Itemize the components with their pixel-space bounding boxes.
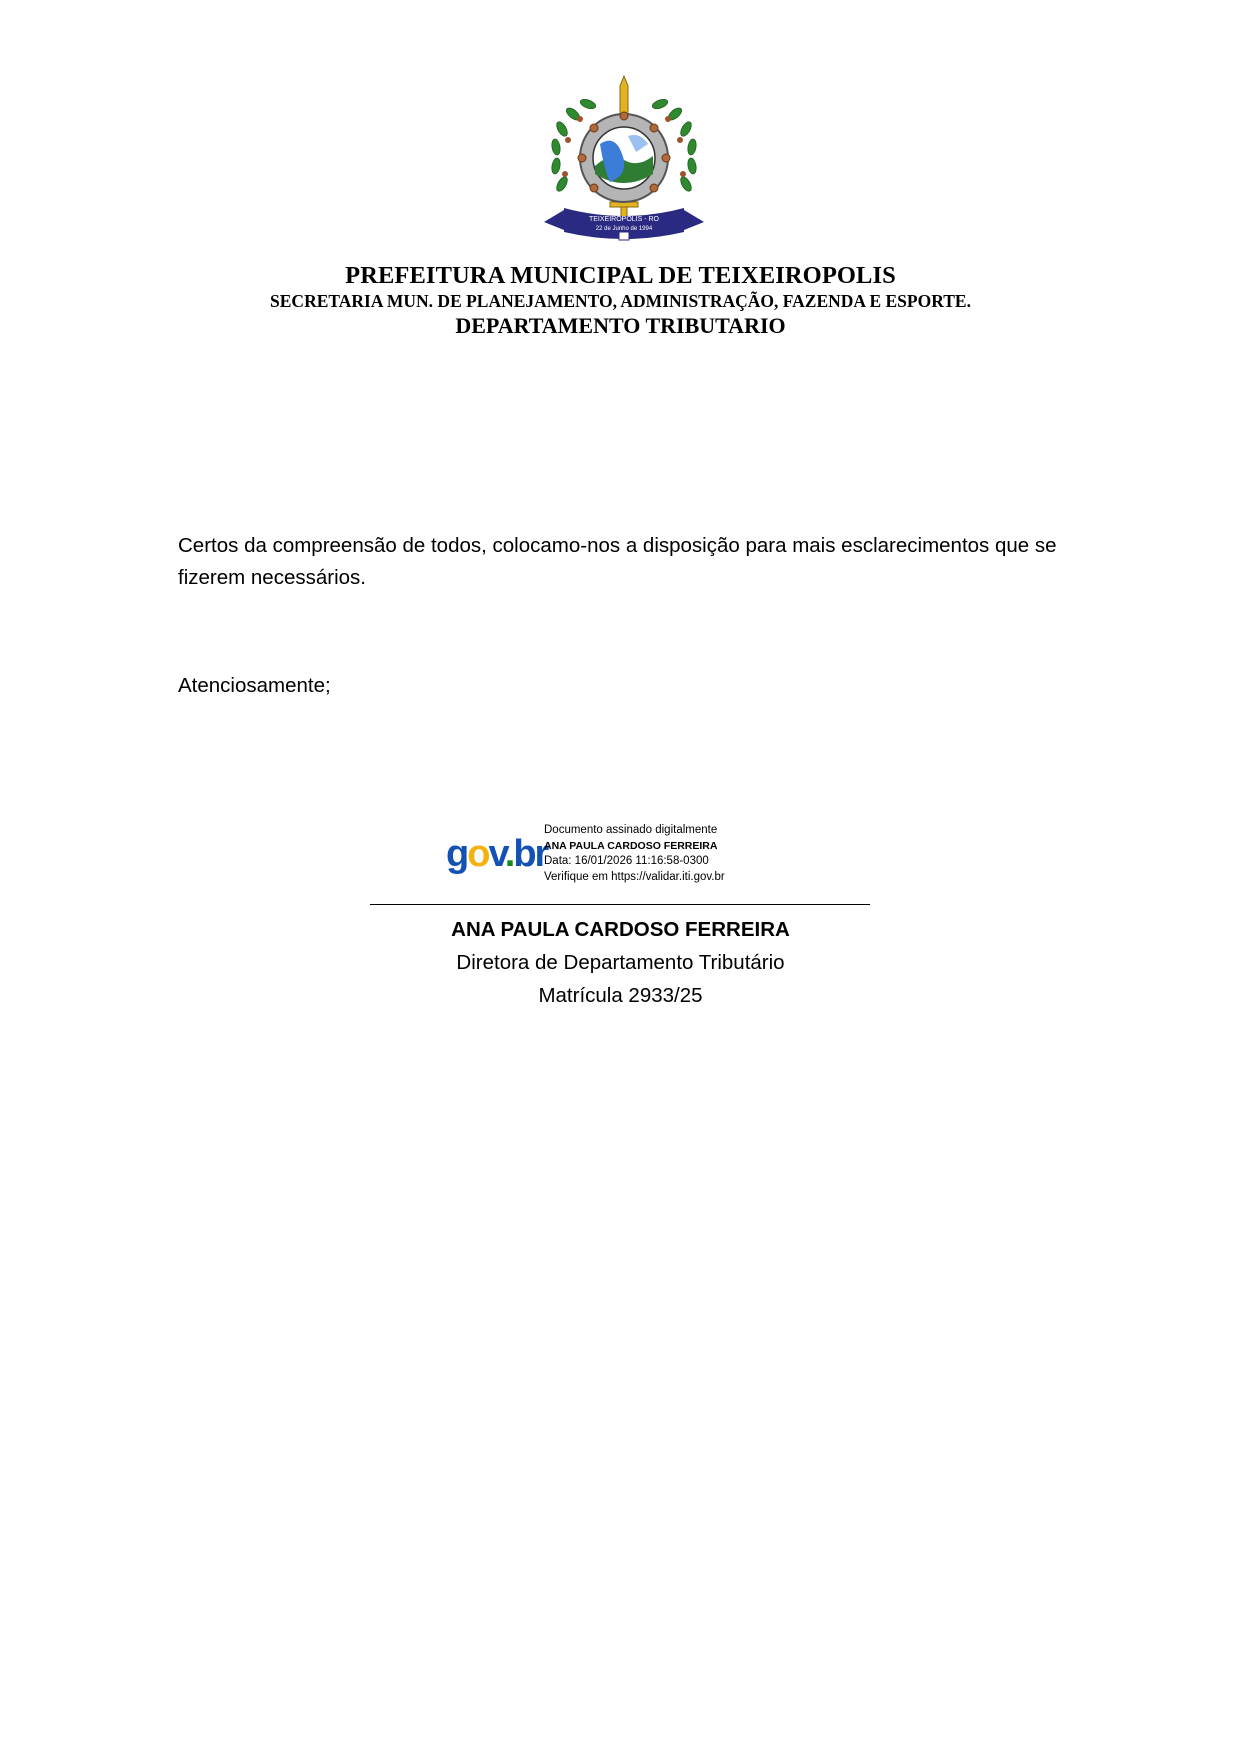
letterhead [0,262,1241,340]
letterhead-subtitle: SECRETARIA MUN. DE PLANEJAMENTO, ADMINISTRAÇÃO, FAZENDA E ESPORTE. [270,291,971,311]
letterhead-title: PREFEITURA MUNICIPAL DE TEIXEIROPOLIS [345,262,896,289]
govbr-logo: gov.br [446,833,548,875]
letterhead-department: DEPARTAMENTO TRIBUTARIO [455,313,786,338]
signer-name: ANA PAULA CARDOSO FERREIRA [451,918,790,941]
closing-salutation: Atenciosamente; [178,674,331,697]
digital-signature-text [544,823,725,885]
body-paragraph: Certos da compreensão de todos, colocamo-nos a disposição para mais esclarecimentos que se fizerem necessários. [178,534,1057,589]
signature-stamp-date: Data: 16/01/2026 11:16:58-0300 [544,855,709,867]
signer-role: Diretora de Departamento Tributário [456,951,785,974]
ribbon-line-2: 22 de Junho de 1994 [595,226,653,232]
digital-signature-stamp [446,816,766,890]
signature-stamp-verify-link[interactable]: Verifique em https://validar.iti.gov.br [544,870,725,883]
signature-line [370,904,870,905]
signer-registration: Matrícula 2933/25 [538,984,703,1007]
signature-stamp-signer: ANA PAULA CARDOSO FERREIRA [544,839,718,852]
signature-block [0,913,1241,1012]
signature-stamp-caption: Documento assinado digitalmente [544,824,718,836]
ribbon-line-1: TEIXEIRÓPOLIS - RO [588,216,660,223]
municipal-crest-emblem [540,74,708,244]
